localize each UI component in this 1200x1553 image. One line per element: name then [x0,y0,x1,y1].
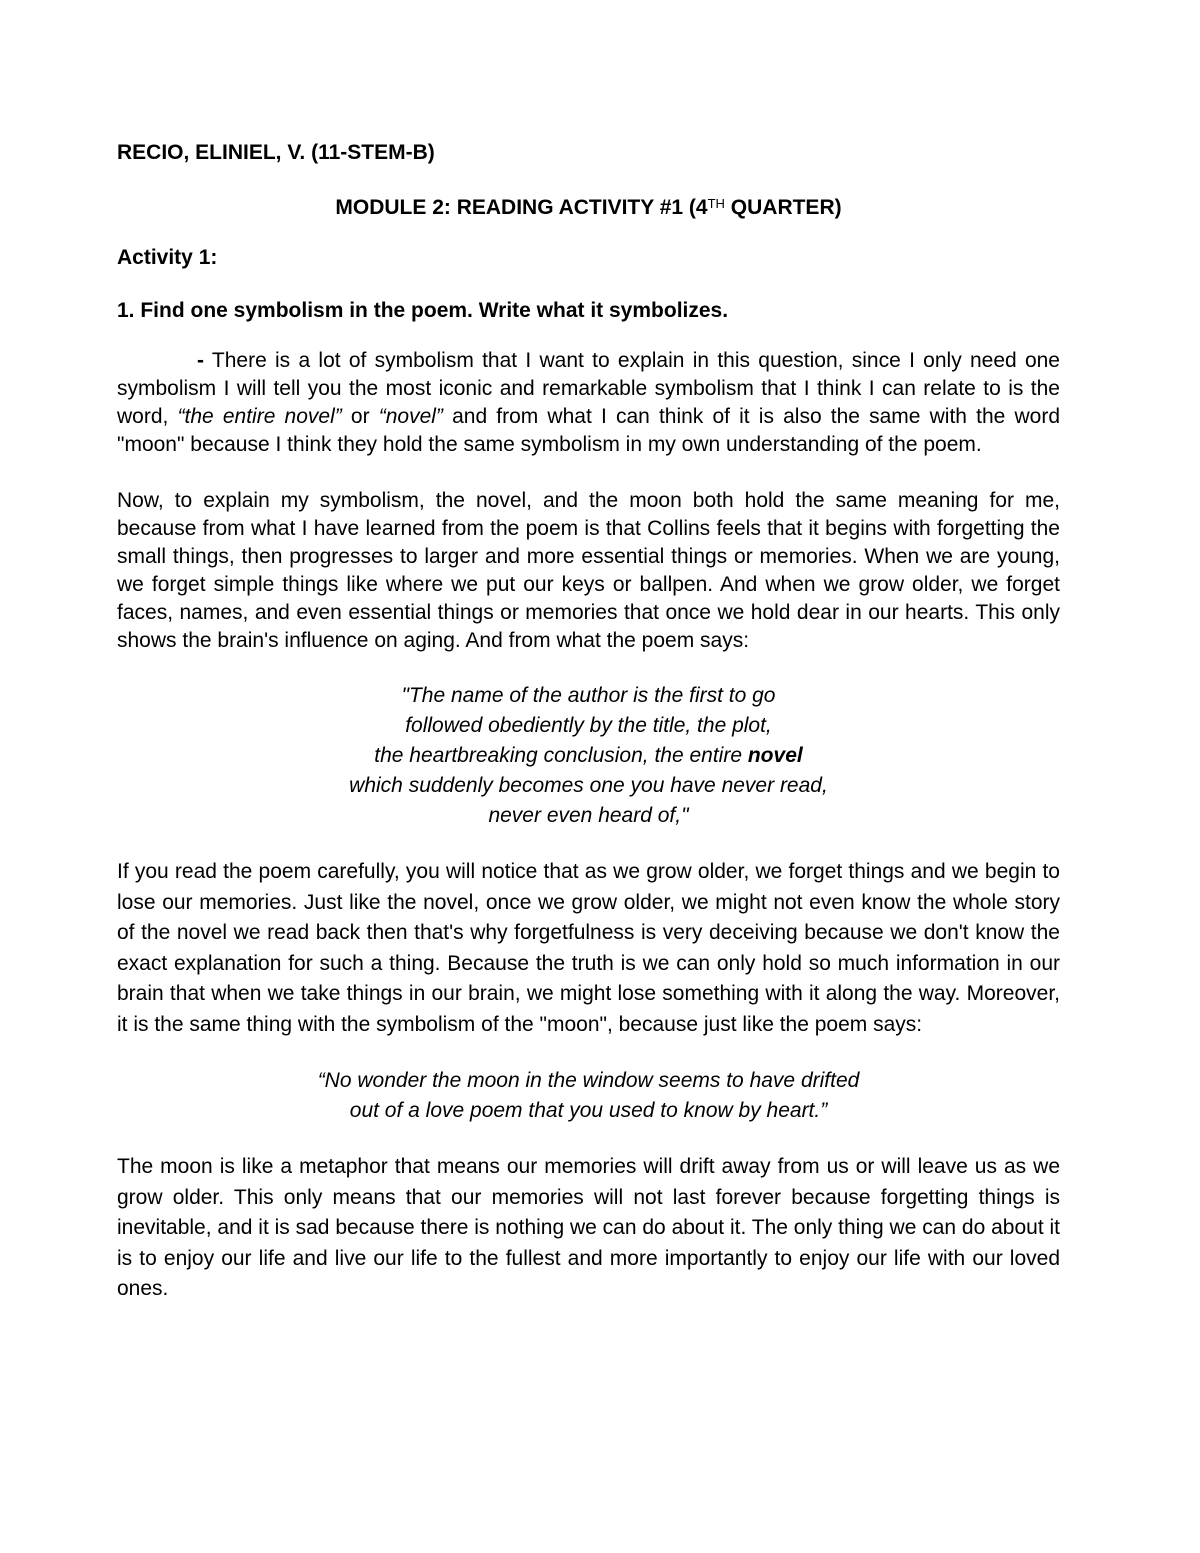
quote-2-line-2: out of a love poem that you used to know by heart.” [349,1099,828,1122]
quote-1-line-3-text: the heartbreaking conclusion, the entire [374,744,748,767]
student-name-line: RECIO, ELINIEL, V. (11-STEM-B) [117,141,435,164]
answer-paragraph-1 [117,347,1060,459]
answer-dash: - [197,349,204,372]
poem-quote-2 [117,1066,1060,1126]
poem-quote-1 [117,681,1060,831]
module-title-end: QUARTER) [724,196,842,219]
paragraph-1-part-3: and from what I can think of it is also the same with the word "moon" because I think they hold the same symbolism in my own understanding of the poem. [117,405,1060,456]
answer-paragraph-4: The moon is like a metaphor that means our memories will drift away from us or will leave us as we grow older. This only means that our memories will not last forever because forgetting things is inevitable, and it is sad because there is nothing we can do about it. The only thing we can do about it is to enjoy our life and live our life to the fullest and more importantly to enjoy our life with our loved ones. [117,1155,1060,1300]
quote-1-line-2: followed obediently by the title, the plot, [405,714,772,737]
paragraph-1-italic-1: “the entire novel” [177,405,342,428]
document-content [117,138,1060,1305]
question-heading: 1. Find one symbolism in the poem. Write what it symbolizes. [117,299,729,322]
module-title-main: MODULE 2: READING ACTIVITY #1 (4 [335,196,708,219]
quote-1-bold-word: novel [747,744,803,767]
quote-2-line-1: “No wonder the moon in the window seems to have drifted [317,1069,860,1092]
activity-label: Activity 1: [117,246,218,269]
answer-paragraph-3: If you read the poem carefully, you will notice that as we grow older, we forget things and we begin to lose our memories. Just like the novel, once we grow older, we might not even know the whole story of the novel we read back then that's why forgetfulness is very deceiving because we don't know the exact explanation for such a thing. Because the truth is we can only hold so much information in our brain that when we take things in our brain, we might lose something with it along the way. Moreover, it is the same thing with the symbolism of the "moon", because just like the poem says: [117,860,1060,1036]
module-title [117,193,1060,223]
quote-1-line-5: never even heard of," [488,804,689,827]
answer-paragraph-2: Now, to explain my symbolism, the novel, and the moon both hold the same meaning for me, because from what I have learned from the poem is that Collins feels that it begins with forgetting the small things, then progresses to larger and more essential things or memories. When we are young, we forget simple things like where we put our keys or ballpen. And when we grow older, we forget faces, names, and even essential things or memories that once we hold dear in our hearts. This only shows the brain's influence on aging. And from what the poem says: [117,489,1060,652]
paragraph-1-part-1: There is a lot of symbolism that I want to explain in this question, since I only need one symbolism I will tell you the most iconic and remarkable symbolism that I think I can relate to is the word, [117,349,1060,428]
paragraph-1-italic-2: “novel” [378,405,443,428]
module-title-superscript: TH [707,196,725,211]
quote-1-line-1: "The name of the author is the first to go [401,684,776,707]
paragraph-1-part-2: or [341,405,379,428]
quote-1-line-4: which suddenly becomes one you have never read, [349,774,828,797]
quote-1-line-3 [117,741,1060,771]
